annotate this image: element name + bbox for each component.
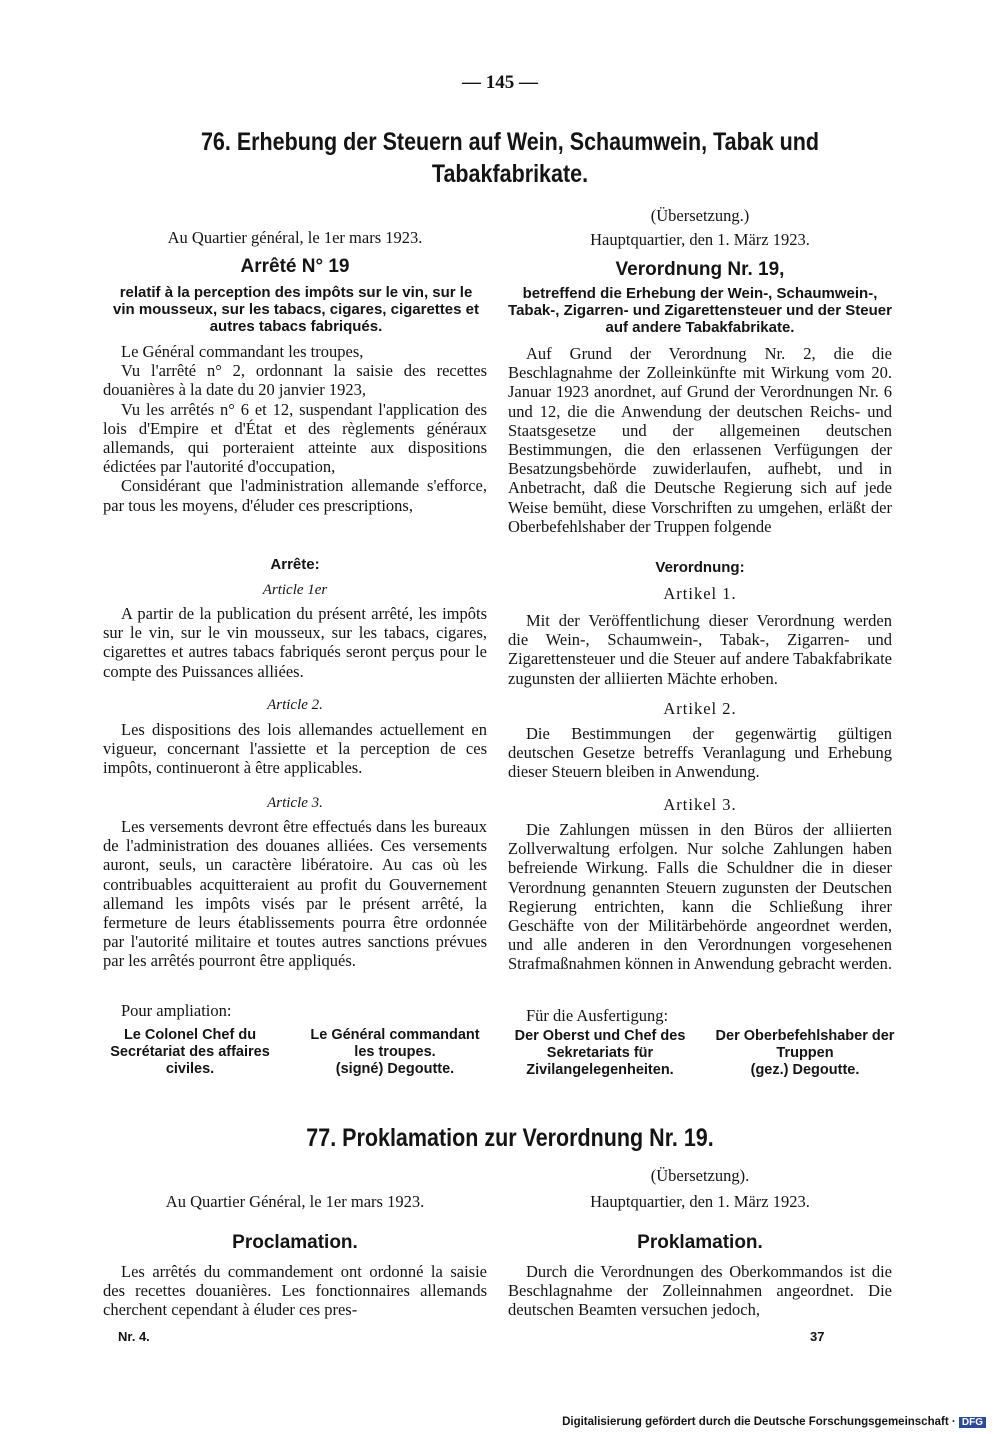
de2-body [508,1262,892,1320]
de-ausfertigung: Für die Ausfertigung: [526,1006,669,1025]
fr-signature-right-role: Le Général commandant les troupes. [310,1027,480,1060]
section-76-heading: 76. Erhebung der Steuern auf Wein, Schaumwein, Tabak und Tabakfabrikate. [200,128,820,188]
de-title: Verordnung Nr. 19, [615,259,785,280]
de-article-3 [508,820,892,974]
fr-subtitle: relatif à la perception des impôts sur le vin, sur le vin mousseux, sur les tabacs, cigares, cigarettes et autres tabacs fabriqués. [112,284,479,335]
de-article-2 [508,724,892,782]
footer-sheet-number: 37 [810,1329,825,1344]
fr-article-3-title: Article 3. [267,795,323,811]
fr-article-2-text: Les dispositions des lois allemandes actuellement en vigueur, concernant l'assiette et la perception de ces impôts, continueront à être applicables. [103,720,487,778]
fr-article-2 [103,720,487,778]
de-signature-right [710,1028,900,1079]
de-signature-right-role: Der Oberbefehlshaber der Truppen [715,1028,895,1061]
fr-preamble-line: Vu l'arrêté n° 2, ordonnant la saisie des recettes douanières à la date du 20 janvier 1923, [103,361,487,400]
fr-article-3 [103,817,487,971]
de-place-date: Hauptquartier, den 1. März 1923. [590,230,810,249]
section-77-heading: 77. Proklamation zur Verordnung Nr. 19. [306,1124,714,1152]
fr2-place-date: Au Quartier Général, le 1er mars 1923. [165,1192,425,1211]
de-article-2-text: Die Bestimmungen der gegenwärtig gültigen deutschen Gesetze betreffs Veranlagung und Erhebung dieser Steuern bleiben in Anwendung. [508,724,892,782]
de-translation-note: (Übersetzung.) [650,206,750,225]
page-number: — 145 — [462,72,538,93]
fr-article-2-title: Article 2. [267,697,323,713]
de2-text: Durch die Verordnungen des Oberkommandos ist die Beschlagnahme der Zolleinnahmen angeordnet. Die deutschen Beamten versuchen jedoch, [508,1262,892,1320]
fr-ampliation: Pour ampliation: [121,1001,232,1020]
fr-preamble [103,342,487,515]
de-article-3-text: Die Zahlungen müssen in den Büros der alliierten Zollverwaltung erfolgen. Nur solche Zahlungen haben befreiende Wirkung. Falls die Schuldner die in dieser Verordnung genannten Steuern zugunsten der Deutschen Regierung entrichten, kann die Schließung ihrer Geschäfte von der Militärbehörde angeordnet werden, und alle anderen in den Verordnungen vorgesehenen Strafmaßnahmen können in Anwendung gebracht werden. [508,820,892,974]
fr-article-1 [103,604,487,681]
de-subtitle: betreffend die Erhebung der Wein-, Schaumwein-, Tabak-, Zigarren- und Zigarettensteuer und der Steuer auf andere Tabakfabrikate. [508,285,892,336]
dfg-logo: DFG [959,1417,986,1428]
fr-preamble-line: Considérant que l'administration allemande s'efforce, par tous les moyens, d'éluder ces prescriptions, [103,476,487,515]
fr-preamble-line: Vu les arrêtés n° 6 et 12, suspendant l'application des lois d'Empire et d'État et des règlements généraux allemands, qui porteraient atteinte aux dispositions édictées par l'autorité d'occupation, [103,399,487,477]
dfg-credit [562,1416,986,1428]
fr-article-3-text: Les versements devront être effectués dans les bureaux de l'administration des douanes alliées. Ces versements auront, seuls, un caractère libératoire. Au cas où les contribuables acquitteraient au profit du Gouvernement allemand les impôts visés par le présent arrêté, la fermeture de leurs établissements pourra être ordonnée par l'autorité militaire et toutes autres sanctions prévues par les arrêtés pourront être appliqués. [103,817,487,971]
fr-title: Arrêté N° 19 [240,256,350,277]
de2-translation-note: (Übersetzung). [650,1166,750,1185]
de2-place-date: Hauptquartier, den 1. März 1923. [590,1192,810,1211]
fr-article-1-text: A partir de la publication du présent arrêté, les impôts sur le vin, sur le vin mousseux, sur les tabacs, cigares, cigarettes et autres tabacs fabriqués seront perçus pour le compte des Puissances alliées. [103,604,487,681]
fr-signature-right-name: (signé) Degoutte. [335,1061,455,1077]
de2-title: Proklamation. [637,1232,763,1253]
de-article-2-title: Artikel 2. [663,699,737,718]
fr-preamble-line: Le Général commandant les troupes, [121,342,364,361]
de-article-1-title: Artikel 1. [663,584,737,603]
fr2-body [103,1262,487,1320]
de-signature-left: Der Oberst und Chef des Sekretariats für Zivilangelegenheiten. [514,1028,686,1078]
fr-decree: Arrête: [270,556,320,573]
fr2-text: Les arrêtés du commandement ont ordonné la saisie des recettes douanières. Les fonctionnaires allemands cherchent cependant à éluder ces pres- [103,1262,487,1320]
dfg-credit-text: Digitalisierung gefördert durch die Deutsche Forschungsgemeinschaft · [562,1416,956,1428]
footer-issue-number: Nr. 4. [118,1329,150,1344]
de-signature-right-name: (gez.) Degoutte. [750,1062,860,1078]
de-preamble [508,344,892,536]
fr-signature-right [300,1027,490,1078]
de-article-1 [508,611,892,688]
de-article-1-text: Mit der Veröffentlichung dieser Verordnung werden die Wein-, Schaumwein-, Tabak-, Zigarren- und Zigarettensteuer und die Steuer auf andere Tabakfabrikate zugunsten der alliierten Mächte erhoben. [508,611,892,688]
fr-article-1-title: Article 1er [262,582,328,598]
fr-signature-left: Le Colonel Chef du Secrétariat des affaires civiles. [110,1027,270,1077]
de-preamble-text: Auf Grund der Verordnung Nr. 2, die die Beschlagnahme der Zolleinkünfte mit Wirkung vom 20. Januar 1923 anordnet, auf Grund der Verordnungen Nr. 6 und 12, die die Anwendung der deutschen Reichs- und Staatsgesetze und der allgemeinen deutschen Bestimmungen, die den erlassenen Verfügungen der Besatzungsbehörde zuwiderlaufen, aufhebt, und in Anbetracht, daß die Deutsche Regierung sich auf jede Weise bemüht, diese Vorschriften zu umgehen, erläßt der Oberbefehlshaber der Truppen folgende [508,344,892,536]
fr2-title: Proclamation. [232,1232,358,1253]
fr-place-date: Au Quartier général, le 1er mars 1923. [167,228,423,247]
de-article-3-title: Artikel 3. [663,795,737,814]
de-decree: Verordnung: [655,559,745,576]
